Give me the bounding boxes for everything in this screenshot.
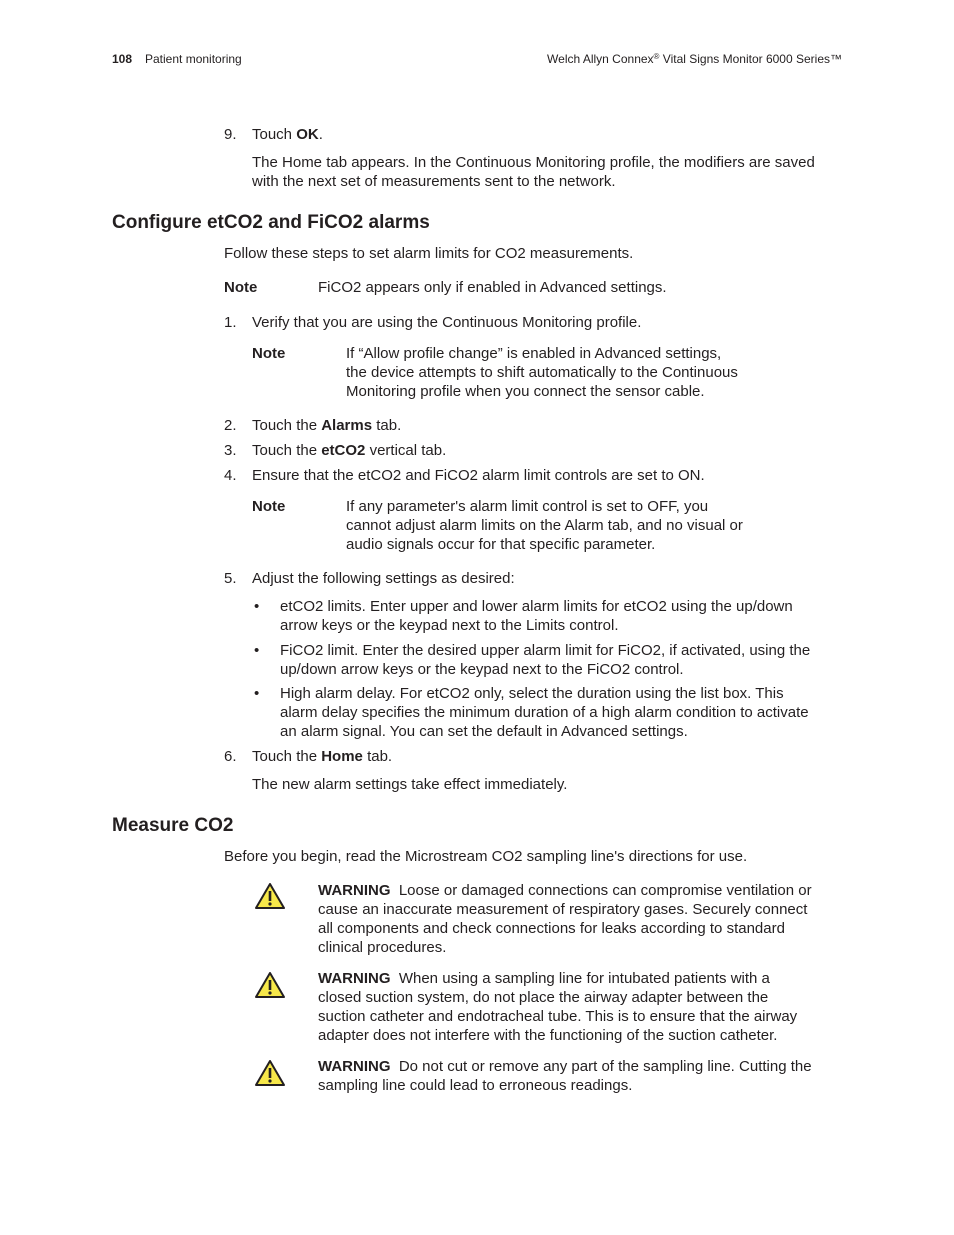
step-3-post: vertical tab.: [365, 442, 447, 459]
step-6-text: [252, 747, 852, 766]
step-9-result-line-2: with the next set of measurements sent to the network.: [252, 173, 616, 190]
bullet-3-line-3: an alarm signal. You can set the default in Advanced settings.: [280, 723, 688, 740]
step-1-number: 1.: [224, 314, 237, 331]
warning-1-line-1: [318, 881, 848, 900]
heading-configure-alarms: Configure etCO2 and FiCO2 alarms: [112, 212, 430, 233]
step-3-pre: Touch the: [252, 442, 322, 459]
step-2-post: tab.: [372, 417, 402, 434]
warning-1-line-2: cause an inaccurate measurement of respiratory gases. Securely connect: [318, 901, 808, 918]
step-6-result: The new alarm settings take effect immediately.: [252, 776, 568, 793]
warning-triangle-icon: [254, 971, 286, 999]
step-2-text: [252, 416, 852, 435]
warning-2-line-3: suction catheter and endotracheal tube. This is to ensure that the airway: [318, 1008, 798, 1025]
note-2-line-3: audio signals occur for that specific parameter.: [346, 536, 656, 553]
step-6-number: 6.: [224, 748, 237, 765]
warning-3-text-1: Do not cut or remove any part of the sampling line. Cutting the: [398, 1058, 812, 1075]
note-2-line-2: cannot adjust alarm limits on the Alarm tab, and no visual or: [346, 517, 743, 534]
note-2-label: Note: [252, 498, 286, 515]
step-9-post: .: [318, 126, 323, 143]
title-suffix: Vital Signs Monitor 6000 Series™: [659, 52, 842, 66]
warning-2-text-1: When using a sampling line for intubated patients with a: [398, 970, 770, 987]
note-1-line-2: the device attempts to shift automatically to the Continuous: [346, 364, 738, 381]
bullet-1-line-2: arrow keys or the keypad next to the Limits control.: [280, 617, 619, 634]
warning-1-line-4: clinical procedures.: [318, 939, 447, 956]
note-2-line-1: If any parameter's alarm limit control is set to OFF, you: [346, 498, 709, 515]
measure-intro: Before you begin, read the Microstream CO2 sampling line's directions for use.: [224, 848, 748, 865]
warning-2-label: WARNING: [318, 970, 391, 987]
alarms-intro: Follow these steps to set alarm limits for CO2 measurements.: [224, 245, 634, 262]
section-name: Patient monitoring: [145, 52, 242, 66]
warning-3-line-1: [318, 1057, 848, 1076]
title-prefix: Welch Allyn Connex: [547, 52, 654, 66]
warning-1-line-3: all components and check connections for leaks according to standard: [318, 920, 785, 937]
bullet-2-mark: •: [254, 642, 260, 659]
step-6-post: tab.: [362, 748, 393, 765]
bullet-3-line-2: alarm delay specifies the minimum duration of a high alarm condition to activate: [280, 704, 809, 721]
bullet-2-line-2: up/down arrow keys or the keypad next to the FiCO2 control.: [280, 661, 684, 678]
note-1-line-3: Monitoring profile when you connect the sensor cable.: [346, 383, 705, 400]
warning-triangle-icon: [254, 1059, 286, 1087]
warning-2-line-4: adapter does not interfere with the functioning of the suction catheter.: [318, 1027, 778, 1044]
document-title: [547, 52, 842, 66]
bullet-3-line-1: High alarm delay. For etCO2 only, select the duration using the list box. This: [280, 685, 784, 702]
page-number: 108: [112, 52, 133, 66]
step-6-pre: Touch the: [252, 748, 322, 765]
warning-3-label: WARNING: [318, 1058, 391, 1075]
step-9-text: [252, 125, 852, 144]
step-9-bold: OK: [296, 126, 319, 143]
warning-3-line-2: sampling line could lead to erroneous readings.: [318, 1077, 633, 1094]
note-label: Note: [224, 279, 258, 296]
warning-1-text-1: Loose or damaged connections can compromise ventilation or: [398, 882, 812, 899]
warning-1-label: WARNING: [318, 882, 391, 899]
step-2-number: 2.: [224, 417, 237, 434]
heading-measure-co2: Measure CO2: [112, 815, 234, 836]
bullet-1-mark: •: [254, 598, 260, 615]
step-5-number: 5.: [224, 570, 237, 587]
bullet-1-line-1: etCO2 limits. Enter upper and lower alarm limits for etCO2 using the up/down: [280, 598, 793, 615]
note-1-label: Note: [252, 345, 286, 362]
warning-2-line-2: closed suction system, do not place the airway adapter between the: [318, 989, 769, 1006]
note-text: FiCO2 appears only if enabled in Advanced settings.: [318, 279, 667, 296]
note-1-line-1: If “Allow profile change” is enabled in Advanced settings,: [346, 345, 722, 362]
warning-2-line-1: [318, 969, 848, 988]
bullet-2-line-1: FiCO2 limit. Enter the desired upper alarm limit for FiCO2, if activated, using the: [280, 642, 811, 659]
step-9-number: 9.: [224, 126, 237, 143]
step-3-text: [252, 441, 852, 460]
step-6-bold: Home: [321, 748, 363, 765]
step-4-number: 4.: [224, 467, 237, 484]
bullet-3-mark: •: [254, 685, 260, 702]
registered-mark: ®: [653, 52, 660, 61]
step-2-bold: Alarms: [321, 417, 373, 434]
step-1-text: Verify that you are using the Continuous Monitoring profile.: [252, 314, 642, 331]
step-5-text: Adjust the following settings as desired:: [252, 570, 515, 587]
step-2-pre: Touch the: [252, 417, 322, 434]
step-3-number: 3.: [224, 442, 237, 459]
warning-triangle-icon: [254, 882, 286, 910]
step-9-pre: Touch: [252, 126, 297, 143]
step-4-text: Ensure that the etCO2 and FiCO2 alarm limit controls are set to ON.: [252, 467, 705, 484]
step-9-result-line-1: The Home tab appears. In the Continuous Monitoring profile, the modifiers are saved: [252, 154, 815, 171]
step-3-bold: etCO2: [321, 442, 366, 459]
